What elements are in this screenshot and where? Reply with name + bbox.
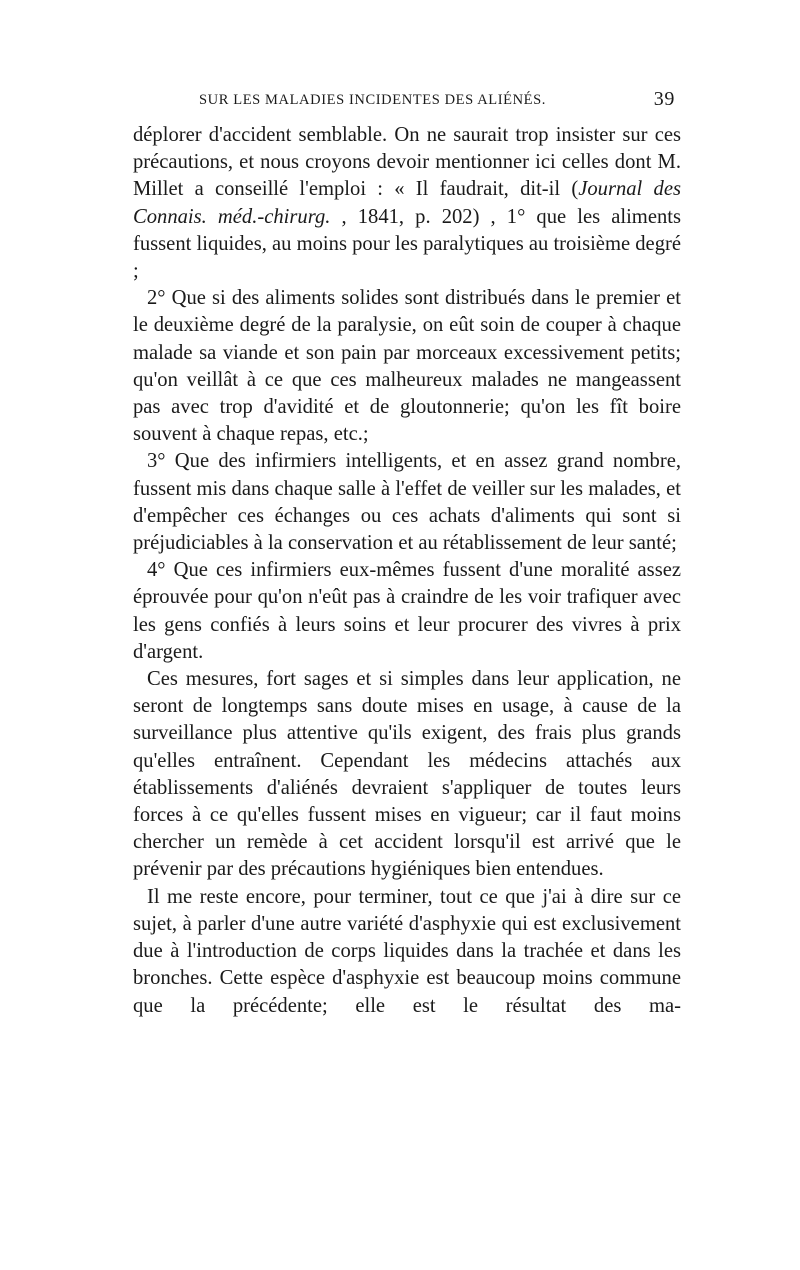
text-segment: , 1841, p. 202) , 1° que les aliments fussent liquides, au moins pour les paralytiques au troisième degré ; [133, 205, 681, 283]
paragraph-item-4 [133, 557, 681, 666]
text-segment: Il me reste encore, pour terminer, tout ce que j'ai à dire sur ce sujet, à parler d'une autre variété d'asphyxie qui est exclusivement due à l'introduction de corps liquides dans la trachée et dans les bronches. Cette espèce d'asphyxie est beaucoup moins commune que la précédente; elle est le résultat des ma- [133, 885, 681, 1017]
journal-citation: Journal des Connais. méd.-chirurg. [133, 178, 681, 228]
paragraph-measures [133, 666, 681, 884]
paragraph-continuation [133, 122, 681, 285]
text-segment: 4° Que ces infirmiers eux-mêmes fussent d'une moralité assez éprouvée pour qu'on n'eût pas à craindre de les voir trafiquer avec les gens confiés à leurs soins et leur procurer des vivres à prix d'argent. [133, 559, 681, 663]
text-segment: 3° Que des infirmiers intelligents, et en assez grand nombre, fussent mis dans chaque salle à l'effet de veiller sur les malades, et d'empêcher ces échanges ou ces achats d'aliments qui sont si préjudiciables à la conservation et au rétablissement de leur santé; [133, 450, 681, 555]
paragraph-asphyxie [133, 884, 681, 1020]
text-segment: 2° Que si des aliments solides sont distribués dans le premier et le deuxième degré de la paralysie, on eût soin de couper à chaque malade sa viande et son pain par morceaux excessivement petits; qu'on veillât à ce que ces malheureux malades ne mangeassent pas avec trop d'avidité et de gloutonnerie; qu'on les fît boire souvent à chaque repas, etc.; [133, 287, 681, 446]
page-number: 39 [653, 88, 675, 110]
body-text [133, 122, 681, 1020]
book-page [133, 88, 681, 1020]
text-segment: Ces mesures, fort sages et si simples dans leur application, ne seront de longtemps sans doute mises en usage, à cause de la surveillance plus attentive qu'ils exigent, des frais plus grands qu'elles entraînent. Cependant les médecins attachés aux établissements d'aliénés devraient s'appliquer de toutes leurs forces à ce qu'elles fussent mises en vigueur; car il faut moins chercher un remède à cet accident lorsqu'il est arrivé que le prévenir par des précautions hygiéniques bien entendues. [133, 668, 681, 881]
paragraph-item-2 [133, 285, 681, 448]
running-title: SUR LES MALADIES INCIDENTES DES ALIÉNÉS. [199, 92, 547, 108]
running-head [133, 88, 681, 122]
text-segment: déplorer d'accident semblable. On ne saurait trop insister sur ces précautions, et nous croyons devoir mentionner ici celles dont M. Millet a conseillé l'emploi : « Il faudrait, dit-il ( [133, 124, 681, 201]
paragraph-item-3 [133, 448, 681, 557]
